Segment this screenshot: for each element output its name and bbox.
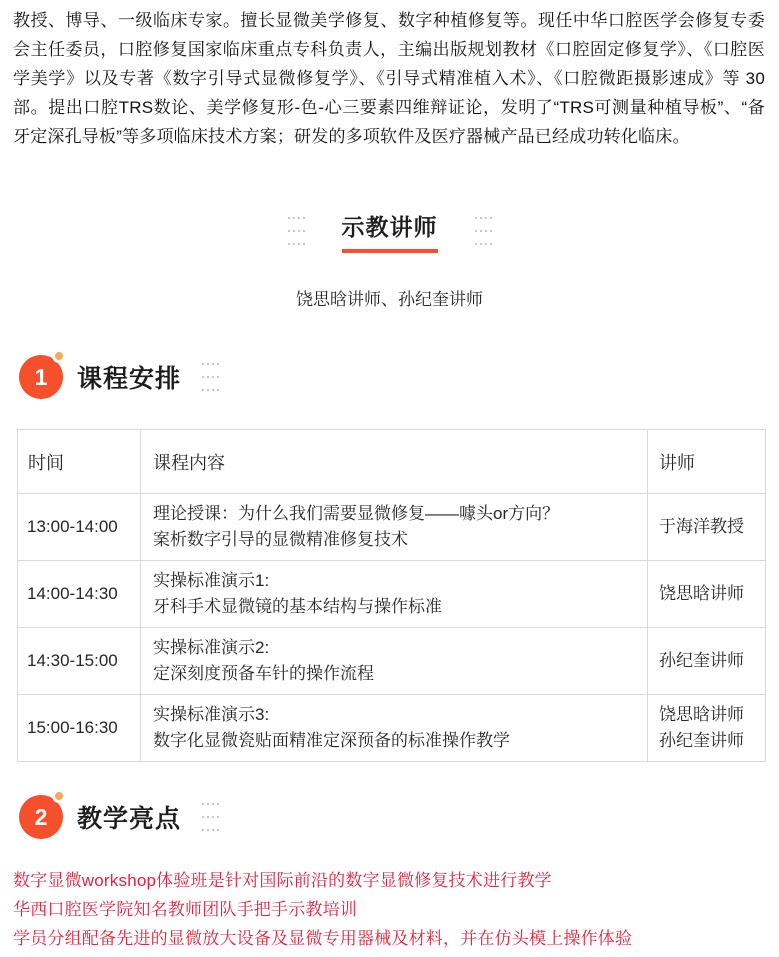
content-line: 数字化显微瓷贴面精准定深预备的标准操作教学 (153, 731, 510, 750)
dots-decoration-left (288, 217, 305, 245)
highlight-item: 学员分组配备先进的显微放大设备及显微专用器械及材料，并在仿头模上操作体验 (13, 929, 633, 948)
demo-lecturers-header (0, 208, 779, 254)
highlights-section-title: 教学亮点 (77, 805, 182, 833)
cell-lecturer (648, 494, 766, 561)
table-row (18, 628, 766, 695)
cell-lecturer (648, 695, 766, 762)
schedule-table (17, 429, 766, 762)
lecturer-line: 饶思晗讲师 (659, 584, 744, 603)
badge-accent-dot (52, 789, 66, 803)
cell-time: 14:30-15:00 (18, 628, 141, 695)
cell-lecturer (648, 628, 766, 695)
column-header-lecturer: 讲师 (648, 430, 766, 494)
section-number-1: 1 (34, 363, 48, 390)
cell-lecturer (648, 561, 766, 628)
cell-content (141, 628, 648, 695)
cell-time: 14:00-14:30 (18, 561, 141, 628)
demo-lecturers-title: 示教讲师 (342, 209, 438, 253)
content-line: 牙科手术显微镜的基本结构与操作标准 (153, 597, 442, 616)
cell-time: 15:00-16:30 (18, 695, 141, 762)
demo-lecturers-names: 饶思晗讲师、孙纪奎讲师 (296, 290, 483, 309)
content-line: 实操标准演示1: (153, 571, 270, 590)
highlight-item: 数字显微workshop体验班是针对国际前沿的数字显微修复技术进行教学 (13, 871, 552, 890)
lecturer-line: 于海洋教授 (659, 517, 744, 536)
section-heading-highlights (19, 795, 779, 839)
table-header-row (18, 430, 766, 494)
content-line: 实操标准演示2: (153, 638, 270, 657)
section-number-badge-2 (19, 795, 63, 839)
badge-accent-dot (52, 349, 66, 363)
intro-paragraph: 教授、博导、一级临床专家。擅长显微美学修复、数字种植修复等。现任中华口腔医学会修复专委会主任委员，口腔修复国家临床重点专科负责人，主编出版规划教材《口腔固定修复学》、《口腔医学美学》以及专著《数字引导式显微修复学》、《引导式精准植入术》、《口腔微距摄影速成》等 30部。提出口腔TRS数论、美学修复形-色-心三要素四维辩证论，发明了“TRS可测量种植导板”、“备牙定深孔导板”等多项临床技术方案；研发的多项软件及医疗器械产品已经成功转化临床。 (13, 11, 765, 146)
table-row (18, 494, 766, 561)
content-line: 案析数字引导的显微精准修复技术 (153, 530, 408, 549)
cell-content (141, 561, 648, 628)
lecturer-line: 饶思晗讲师 (659, 705, 744, 724)
section-number-2: 2 (34, 803, 48, 830)
highlight-item: 华西口腔医学院知名教师团队手把手示教培训 (13, 900, 357, 919)
schedule-section-title: 课程安排 (77, 365, 182, 393)
dots-decoration-highlights (202, 803, 219, 831)
cell-time: 13:00-14:00 (18, 494, 141, 561)
table-row (18, 695, 766, 762)
highlights-list (13, 866, 765, 953)
column-header-content: 课程内容 (141, 430, 648, 494)
content-line: 理论授课：为什么我们需要显微修复——噱头or方向？ (153, 504, 560, 523)
table-row (18, 561, 766, 628)
column-header-time: 时间 (18, 430, 141, 494)
lecturer-line: 孙纪奎讲师 (659, 731, 744, 750)
cell-content (141, 494, 648, 561)
dots-decoration-schedule (202, 363, 219, 391)
content-line: 定深刻度预备车针的操作流程 (153, 664, 374, 683)
dots-decoration-right (475, 217, 492, 245)
section-heading-schedule (19, 355, 779, 399)
content-line: 实操标准演示3: (153, 705, 270, 724)
section-number-badge-1 (19, 355, 63, 399)
cell-content (141, 695, 648, 762)
lecturer-line: 孙纪奎讲师 (659, 651, 744, 670)
